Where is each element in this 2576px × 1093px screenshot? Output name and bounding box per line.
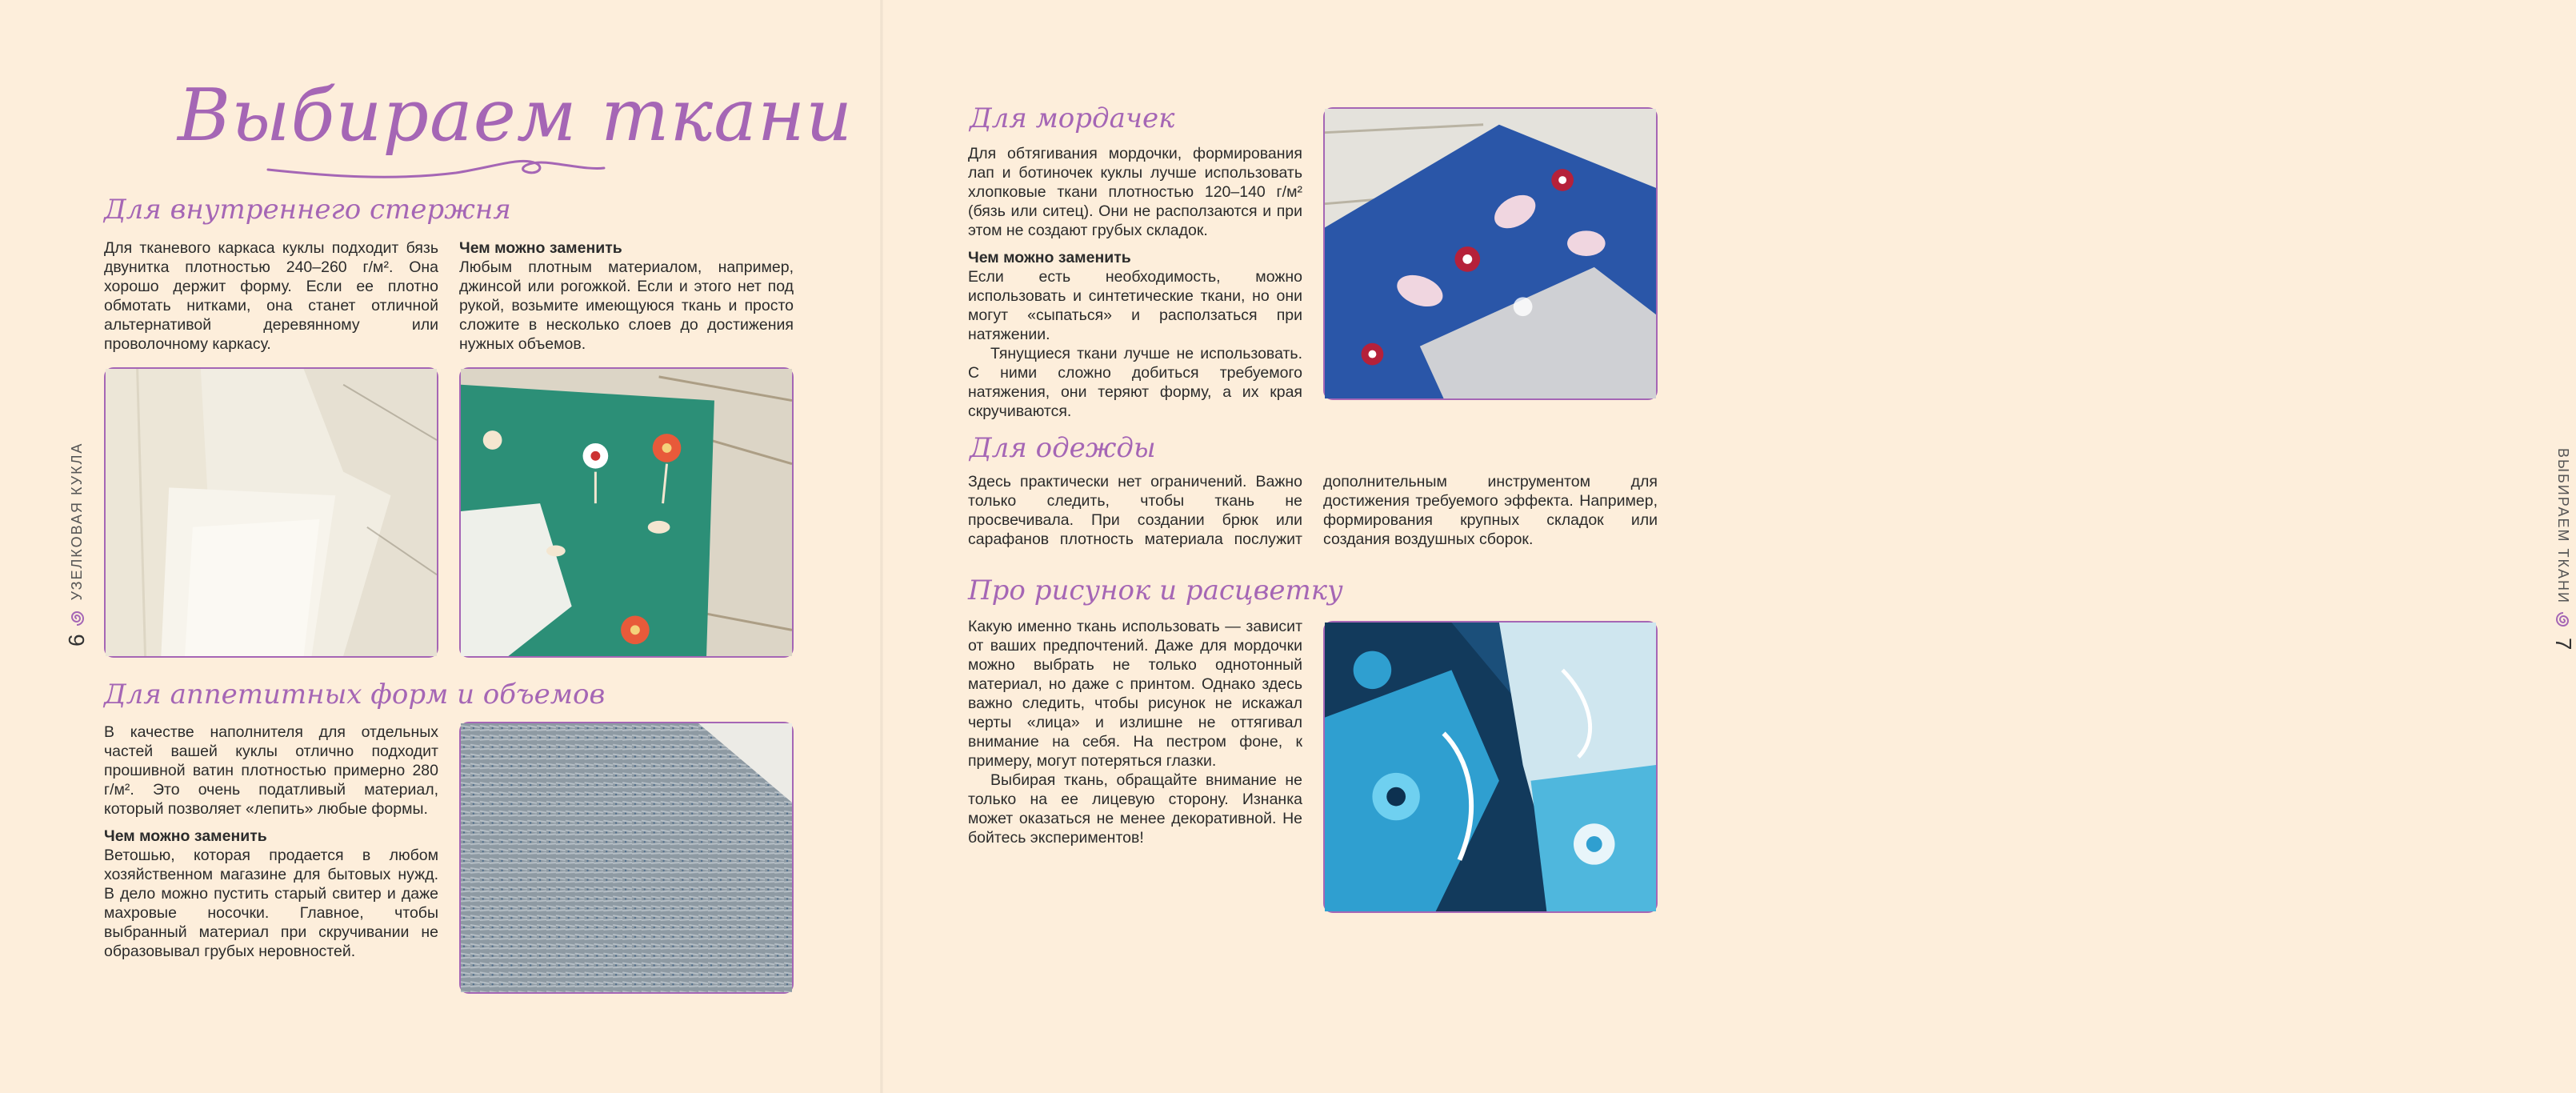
inner-core-text xyxy=(104,238,438,354)
title-swirl-ornament xyxy=(264,152,608,184)
replace-paragraph: Если есть необходимость, можно использовать и синтетические ткани, но они могут «сыпаться» и расползаться при натяжении. xyxy=(968,268,1302,343)
running-head-text: ВЫБИРАЕМ ТКАНИ xyxy=(2555,448,2572,604)
photo-turquoise-print-fabric xyxy=(1323,621,1658,913)
replace-paragraph-2: Тянущиеся ткани лучше не использовать. С ними сложно добиться требуемого натяжения, они теряют форму, а их края скручиваются. xyxy=(968,345,1302,420)
replace-paragraph: Ветошью, которая продается в любом хозяйственном магазине для бытовых нужд. В дело можно пустить старый свитер и даже махровые носочки. Главное, чтобы выбранный материал при скручивании не образовывал грубых неровностей. xyxy=(104,847,438,960)
pattern-color-paragraph: Какую именно ткань использовать — зависит от ваших предпочтений. Даже для мордочки можно выбрать не только однотонный материал, но даже с принтом. Однако здесь важно следить, чтобы рисунок не искажал черты «лица» и излишне не оттягивал внимание на себя. На пестром фоне, к примеру, могут потеряться глазки. xyxy=(968,618,1302,770)
section-heading-inner-core: Для внутреннего стержня xyxy=(104,194,511,226)
photo-gray-batting xyxy=(459,722,794,994)
inner-core-replace xyxy=(459,238,794,354)
right-running-head xyxy=(2550,448,2576,651)
section-heading-faces: Для мордачек xyxy=(970,102,1175,134)
page-number: 6 xyxy=(64,634,89,647)
spiral-icon xyxy=(68,608,86,626)
photo-green-floral-fabric xyxy=(459,367,794,658)
pattern-color-paragraph-2: Выбирая ткань, обращайте внимание не только на ее лицевую сторону. Изнанка может оказаться не менее декоративной. Не бойтесь экспериментов! xyxy=(968,771,1302,847)
clothes-text xyxy=(968,472,1658,549)
section-heading-clothes: Для одежды xyxy=(970,432,1156,464)
inner-core-paragraph: Для тканевого каркаса куклы подходит бязь двунитка плотностью 240–260 г/м². Она хорошо держит форму. Если ее плотно обмотать нитками, она станет отличной альтернативой деревянному или проволочному каркасу. xyxy=(104,239,438,353)
replace-subheading: Чем можно заменить xyxy=(459,239,622,257)
left-page xyxy=(0,0,882,1093)
replace-subheading: Чем можно заменить xyxy=(104,827,267,845)
volume-text xyxy=(104,723,438,961)
clothes-paragraph: Здесь практически нет ограничений. Важно только следить, чтобы ткань не просвечивала. При создании брюк или сарафанов плотность материала послужит дополнительным инструментом для достижения требуемого эффекта. Например, формирования крупных складок или создания воздушных сборок. xyxy=(968,473,1658,548)
photo-blue-paisley-fabric xyxy=(1323,107,1658,400)
right-page xyxy=(882,0,2576,1093)
left-running-head xyxy=(64,442,90,647)
page-title: Выбираем ткани xyxy=(178,74,854,158)
volume-paragraph: В качестве наполнителя для отдельных частей вашей куклы отлично подходит прошивной ватин плотностью примерно 280 г/м². Это очень податливый материал, который позволяет «лепить» любые формы. xyxy=(104,723,438,818)
section-heading-volume: Для аппетитных форм и объемов xyxy=(104,679,606,711)
spiral-icon xyxy=(2554,612,2572,630)
faces-paragraph: Для обтягивания мордочки, формирования лап и ботиночек куклы лучше использовать хлопковые ткани плотностью 120–140 г/м² (бязь или ситец). Они не расползаются и при этом не создают грубых складок. xyxy=(968,145,1302,239)
pattern-color-text xyxy=(968,617,1302,847)
replace-paragraph: Любым плотным материалом, например, джинсой или рогожкой. Если и этого нет под рукой, возьмите имеющуюся ткань и просто сложите в несколько слоев до достижения нужных объемов. xyxy=(459,258,794,353)
page-number: 7 xyxy=(2551,637,2576,651)
faces-text xyxy=(968,144,1302,421)
section-heading-pattern-color: Про рисунок и расцветку xyxy=(968,575,1343,607)
replace-subheading: Чем можно заменить xyxy=(968,249,1131,266)
running-head-text: УЗЕЛКОВАЯ КУКЛА xyxy=(68,442,85,601)
photo-white-canvas xyxy=(104,367,438,658)
